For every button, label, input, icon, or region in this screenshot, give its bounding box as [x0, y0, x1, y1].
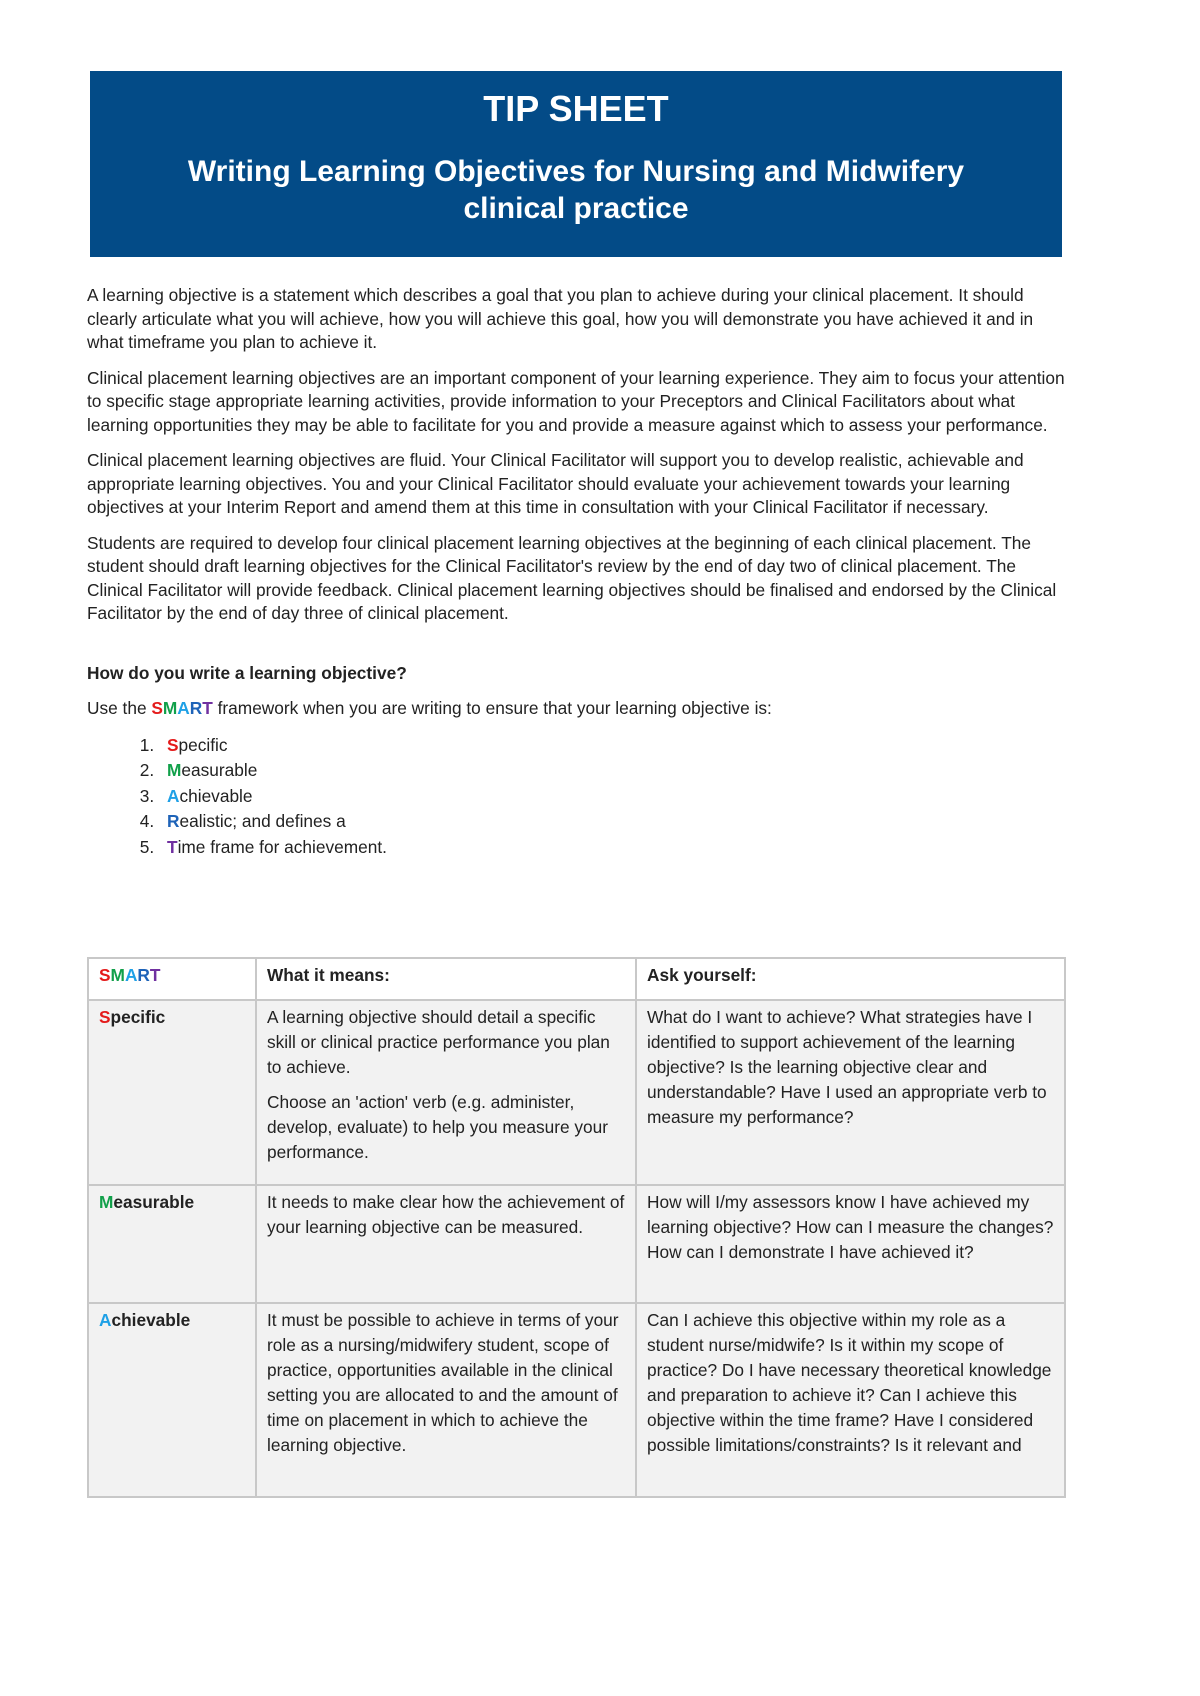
smart-word: [151, 698, 212, 718]
smart-list: [87, 733, 1072, 861]
ask-cell: Can I achieve this objective within my role as a student nurse/midwife? Is it within my scope of practice? Do I have necessary theoretical knowledge and preparation to achieve it? Can I achieve this objective within the time frame? Have I considered possible limitations/constraints? Is it relevant and: [636, 1303, 1065, 1497]
list-item: [159, 784, 1072, 810]
paragraph: A learning objective is a statement which describes a goal that you plan to achieve during your clinical placement. It should clearly articulate what you will achieve, how you will achieve this goal, how you will demonstrate you have achieved it and in what timeframe you plan to achieve it.: [87, 285, 1034, 352]
means-text: It needs to make clear how the achievement of your learning objective can be measured.: [267, 1192, 625, 1237]
list-item-text: pecific: [178, 734, 228, 755]
intro-text: framework when you are writing to ensure that your learning objective is:: [212, 698, 772, 718]
banner-title: TIP SHEET: [483, 88, 669, 129]
ask-cell: How will I/my assessors know I have achieved my learning objective? How can I measure the changes? How can I demonstrate I have achieved it?: [636, 1185, 1065, 1303]
smart-letter: S: [151, 698, 163, 718]
list-item-text: ime frame for achievement.: [177, 836, 387, 857]
smart-letter: T: [149, 965, 161, 985]
smart-letter: S: [99, 965, 111, 985]
list-item-text: ealistic; and defines a: [179, 811, 346, 831]
means-text: Choose an 'action' verb (e.g. administer, develop, evaluate) to help you measure your performance.: [267, 1092, 609, 1162]
smart-letter: A: [177, 698, 190, 718]
table-row: [88, 1000, 1065, 1185]
banner-subtitle: [90, 153, 1062, 227]
list-item: [159, 733, 1072, 759]
section-heading: How do you write a learning objective?: [87, 662, 407, 683]
list-item-text: easurable: [181, 760, 258, 780]
intro-text: Use the: [87, 698, 152, 718]
table-row: [88, 1303, 1065, 1497]
criterion-cell: [88, 1000, 256, 1185]
smart-letter: M: [99, 1192, 114, 1212]
means-text: A learning objective should detail a specific skill or clinical practice performance you plan to achieve.: [267, 1007, 610, 1077]
means-cell: [256, 1303, 636, 1497]
smart-letter: R: [189, 698, 203, 718]
smart-letter: T: [167, 836, 178, 857]
paragraph: Students are required to develop four clinical placement learning objectives at the beginning of each clinical placement. The student should draft learning objectives for the Clinical Facilitator's review by the end of day two of clinical placement. The Clinical Facilitator will provide feedback. Clinical placement learning objectives should be finalised and endorsed by the Clinical Facilitator by the end of day three of clinical placement.: [87, 532, 1057, 623]
smart-letter: A: [99, 1310, 112, 1330]
smart-letter: T: [202, 698, 213, 718]
body-content: [87, 284, 1072, 860]
list-item-text: chievable: [179, 785, 253, 806]
smart-letter: S: [99, 1007, 111, 1027]
smart-letter: M: [162, 698, 178, 718]
smart-letter: A: [167, 785, 180, 806]
smart-letter: S: [167, 734, 179, 755]
criterion-text: pecific: [110, 1007, 166, 1027]
smart-letter: M: [110, 965, 125, 985]
list-item: [159, 835, 1072, 861]
list-item: [159, 758, 1072, 784]
criterion-cell: [88, 1303, 256, 1497]
smart-table: [87, 957, 1066, 1498]
means-cell: [256, 1000, 636, 1185]
ask-cell: What do I want to achieve? What strategies have I identified to support achievement of the learning objective? Is the learning objective clear and understandable? Have I used an appropriate verb to measure my performance?: [636, 1000, 1065, 1185]
smart-letter: M: [167, 760, 182, 780]
title-banner: [90, 71, 1062, 257]
header-smart: [88, 958, 256, 1000]
smart-letter: R: [167, 811, 180, 831]
header-means: What it means:: [256, 958, 636, 1000]
smart-intro: [87, 697, 1072, 721]
subtitle-line-2: clinical practice: [463, 192, 689, 225]
paragraph: Clinical placement learning objectives are an important component of your learning experience. They aim to focus your attention to specific stage appropriate learning activities, provide information to your Preceptors and Clinical Facilitators about what learning opportunities they may be able to facilitate for you and provide a measure against which to assess your performance.: [87, 367, 1065, 435]
table-row: [88, 1185, 1065, 1303]
criterion-cell: [88, 1185, 256, 1303]
smart-word: [99, 965, 160, 985]
criterion-text: easurable: [113, 1192, 195, 1212]
paragraph: Clinical placement learning objectives are fluid. Your Clinical Facilitator will support you to develop realistic, achievable and appropriate learning objectives. You and your Clinical Facilitator should evaluate your achievement towards your learning objectives at your Interim Report and amend them at this time in consultation with your Clinical Facilitator if necessary.: [87, 450, 1024, 517]
criterion-text: chievable: [111, 1310, 191, 1330]
means-text: It must be possible to achieve in terms of your role as a nursing/midwifery student, scope of practice, opportunities available in the clinical setting you are allocated to and the amount of time on placement in which to achieve the learning objective.: [267, 1310, 619, 1455]
subtitle-line-1: Writing Learning Objectives for Nursing and Midwifery: [187, 155, 965, 188]
smart-letter: R: [137, 965, 150, 985]
means-cell: [256, 1185, 636, 1303]
list-item: [159, 809, 1072, 835]
header-ask: Ask yourself:: [636, 958, 1065, 1000]
smart-letter: A: [124, 965, 138, 985]
